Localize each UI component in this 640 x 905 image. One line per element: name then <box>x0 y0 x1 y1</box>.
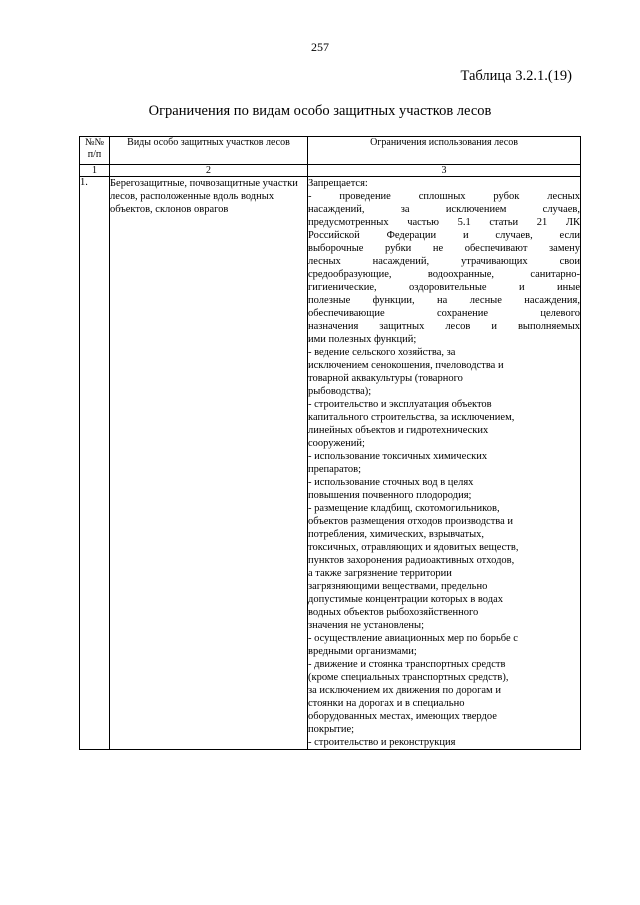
table-row <box>80 177 581 750</box>
column-number-row <box>80 165 581 177</box>
restriction-line: насаждений, за исключением случаев, <box>308 204 580 215</box>
restriction-line: лесных насаждений, утрачивающих свои <box>308 256 580 267</box>
column-number: 1 <box>80 165 110 177</box>
restriction-line: Российской Федерации и случаев, если <box>308 230 580 241</box>
restriction-line: покрытие; <box>308 724 355 735</box>
restriction-line: препаратов; <box>308 464 362 475</box>
restriction-line: за исключением их движения по дорогам и <box>308 685 501 696</box>
restriction-line: ими полезных функций; <box>308 334 417 345</box>
column-number: 2 <box>110 165 308 177</box>
restriction-line: водных объектов рыбохозяйственного <box>308 607 479 618</box>
restriction-line: оборудованных местах, имеющих твердое <box>308 711 497 722</box>
restriction-line: - использование токсичных химических <box>308 451 488 462</box>
restriction-line: рыбоводства); <box>308 386 372 397</box>
table-label: Таблица 3.2.1.(19) <box>460 68 572 84</box>
restriction-line: повышения почвенного плодородия; <box>308 490 472 501</box>
restriction-line: загрязняющими веществами, предельно <box>308 581 488 592</box>
restriction-line: токсичных, отравляющих и ядовитых веществ, <box>308 542 519 553</box>
header-number: №№ п/п <box>80 137 110 165</box>
page-number: 257 <box>311 40 329 54</box>
restriction-line: обеспечивающие сохранение целевого <box>308 308 580 319</box>
restriction-line: товарной аквакультуры (товарного <box>308 373 463 384</box>
restriction-line: назначения защитных лесов и выполняемых <box>308 321 580 332</box>
row-restrictions <box>308 177 581 750</box>
restriction-line: - размещение кладбищ, скотомогильников, <box>308 503 500 514</box>
restriction-line: значения не установлены; <box>308 620 425 631</box>
table-header-row <box>80 137 581 165</box>
restriction-line: (кроме специальных транспортных средств), <box>308 672 509 683</box>
restriction-line: исключением сенокошения, пчеловодства и <box>308 360 504 371</box>
row-number: 1. <box>80 177 110 750</box>
restriction-line: - использование сточных вод в целях <box>308 477 474 488</box>
restrictions-table <box>79 136 581 750</box>
column-number: 3 <box>308 165 581 177</box>
restriction-line: - движение и стоянка транспортных средств <box>308 659 506 670</box>
restriction-line: Запрещается: <box>308 178 368 189</box>
restriction-line: а также загрязнение территории <box>308 568 452 579</box>
header-restrictions: Ограничения использования лесов <box>308 137 581 165</box>
table-title: Ограничения по видам особо защитных участков лесов <box>148 103 492 119</box>
restriction-line: пунктов захоронения радиоактивных отходов, <box>308 555 515 566</box>
restriction-line: полезные функции, на лесные насаждения, <box>308 295 580 306</box>
restriction-line: выборочные рубки не обеспечивают замену <box>308 243 580 254</box>
restriction-line: вредными организмами; <box>308 646 417 657</box>
restriction-line: - строительство и реконструкция <box>308 737 456 748</box>
restriction-line: линейных объектов и гидротехнических <box>308 425 489 436</box>
restriction-line: потребления, химических, взрывчатых, <box>308 529 485 540</box>
restriction-line: стоянки на дорогах и в специально <box>308 698 465 709</box>
restriction-line: - осуществление авиационных мер по борьбе с <box>308 633 518 644</box>
restriction-line: капитального строительства, за исключением, <box>308 412 515 423</box>
restriction-line: допустимые концентрации которых в водах <box>308 594 503 605</box>
header-area-type: Виды особо защитных участков лесов <box>110 137 308 165</box>
restriction-line: объектов размещения отходов производства и <box>308 516 514 527</box>
restriction-line: предусмотренных частью 5.1 статьи 21 ЛК <box>308 217 580 228</box>
row-area-type: Берегозащитные, почвозащитные участки лесов, расположенные вдоль водных объектов, склонов оврагов <box>110 177 308 750</box>
restriction-line: средообразующие, водоохранные, санитарно- <box>308 269 580 280</box>
restriction-line: - проведение сплошных рубок лесных <box>308 191 580 202</box>
restriction-line: - ведение сельского хозяйства, за <box>308 347 456 358</box>
restriction-line: гигиенические, оздоровительные и иные <box>308 282 580 293</box>
restriction-line: - строительство и эксплуатация объектов <box>308 399 492 410</box>
restriction-line: сооружений; <box>308 438 365 449</box>
